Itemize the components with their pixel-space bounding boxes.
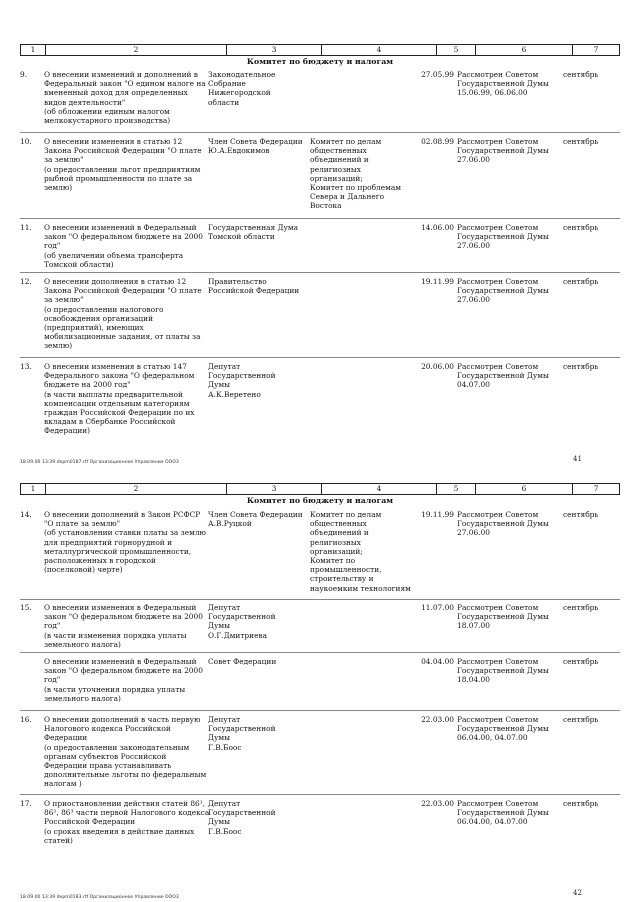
planned-month: сентябрь: [563, 362, 599, 371]
row-divider: [20, 357, 620, 358]
status-result: Рассмотрен Советом Государственной Думы 04.07.00: [457, 362, 549, 390]
row-number: 15.: [20, 603, 32, 612]
row-number: 17.: [20, 799, 32, 808]
col-header-4: 4: [321, 45, 436, 55]
col-header-7: 7: [572, 484, 619, 494]
col-header-2: 2: [45, 45, 226, 55]
co-committee: Комитет по делам общественных объединений и религиозных организаций; Комитет по промышленности, строительству и наукоемким технологиям: [310, 510, 411, 593]
col-header-3: 3: [226, 484, 321, 494]
planned-month: сентябрь: [563, 137, 599, 146]
status-result: Рассмотрен Советом Государственной Думы 27.06.00: [457, 510, 549, 538]
planned-month: сентябрь: [563, 799, 599, 808]
initiator: Депутат Государственной Думы Г.В.Боос: [208, 715, 276, 752]
status-result: Рассмотрен Советом Государственной Думы 06.04.00, 04.07.00: [457, 799, 549, 827]
status-result: Рассмотрен Советом Государственной Думы 15.06.99, 06.06.00: [457, 70, 549, 98]
status-result: Рассмотрен Советом Государственной Думы 27.06.00: [457, 223, 549, 251]
bill-description: О внесении дополнения в статью 12 Закона Российской Федерации "О плате за землю" (о предоставлении налогового освобождения организаций (предприятий), имеющих мобилизационные задания, от платы за землю): [44, 277, 202, 351]
section-title: Комитет по бюджету и налогам: [246, 496, 394, 505]
bill-description: О внесении изменения в Федеральный закон "О федеральном бюджете на 2000 год" (в части изменения порядка уплаты земельного налога): [44, 603, 203, 649]
page-footer: 18.09.00 13:39 depm0187.rtf Организационное Управление ООО3: [20, 460, 179, 465]
initiator: Правительство Российской Федерации: [208, 277, 300, 296]
bill-description: О внесении изменений и дополнений в Федеральный закон "О едином налоге на вмененный доход для определенных видов деятельности" (об обложении единым налогом мелкокустарного производства): [44, 70, 206, 126]
submission-date: 27.05.99: [421, 70, 454, 79]
row-number: 11.: [20, 223, 32, 232]
bill-description: О внесении изменений в Федеральный закон "О федеральном бюджете на 2000 год" (об увеличении объема трансферта Томской области): [44, 223, 203, 269]
bill-description: О внесении изменений в Федеральный закон "О федеральном бюджете на 2000 год" (в части уточнения порядка уплаты земельного налога): [44, 657, 203, 703]
submission-date: 22.03.00: [421, 799, 454, 808]
col-header-1: 1: [30, 484, 36, 493]
row-divider: [20, 218, 620, 219]
planned-month: сентябрь: [563, 70, 599, 79]
col-header-2: 2: [45, 484, 226, 494]
page-footer: 18.09.00 13:39 depm0183.rtf Организационное Управление ООО3: [20, 895, 179, 900]
page-number: 41: [573, 455, 582, 463]
initiator: Депутат Государственной Думы Г.В.Боос: [208, 799, 276, 836]
submission-date: 11.07.00: [421, 603, 454, 612]
col-header-3: 3: [226, 45, 321, 55]
status-result: Рассмотрен Советом Государственной Думы 18.07.00: [457, 603, 549, 631]
row-number: 13.: [20, 362, 32, 371]
initiator: Депутат Государственной Думы О.Г.Дмитриева: [208, 603, 276, 640]
bill-description: О внесении изменения в статью 147 Федерального закона "О федеральном бюджете на 2000 год" (в части выплаты предварительной компенсации отдельным категориям граждан Российской Федерации по их вкладам в Сбербанке Российской Федерации): [44, 362, 195, 436]
page-number: 42: [573, 889, 582, 897]
table-header: [20, 483, 620, 495]
row-divider: [20, 272, 620, 273]
bill-description: О приостановлении действия статей 86¹, 86², 86³ части первой Налогового кодекса Российской Федерации (о сроках введения в действие данных статей): [44, 799, 210, 845]
status-result: Рассмотрен Советом Государственной Думы 06.04.00, 04.07.00: [457, 715, 549, 743]
col-header-1: 1: [30, 45, 36, 54]
row-number: 10.: [20, 137, 32, 146]
initiator: Совет Федерации: [208, 657, 277, 666]
row-number: 12.: [20, 277, 32, 286]
table-header: [20, 44, 620, 56]
col-header-7: 7: [572, 45, 619, 55]
planned-month: сентябрь: [563, 715, 599, 724]
bill-description: О внесении дополнений в Закон РСФСР "О плате за землю" (об установлении ставки платы за землю для предприятий горнорудной и металлургической промышленности, расположенных в городской (поселковой) черте): [44, 510, 206, 575]
submission-date: 02.08.99: [421, 137, 454, 146]
initiator: Государственная Дума Томской области: [208, 223, 299, 242]
status-result: Рассмотрен Советом Государственной Думы 27.06.00: [457, 137, 549, 165]
row-divider: [20, 599, 620, 600]
submission-date: 14.06.00: [421, 223, 454, 232]
planned-month: сентябрь: [563, 277, 599, 286]
status-result: Рассмотрен Советом Государственной Думы 18.04.00: [457, 657, 549, 685]
planned-month: сентябрь: [563, 657, 599, 666]
col-header-4: 4: [321, 484, 436, 494]
row-divider: [20, 132, 620, 133]
col-header-5: 5: [436, 484, 475, 494]
row-divider: [20, 652, 620, 653]
planned-month: сентябрь: [563, 223, 599, 232]
planned-month: сентябрь: [563, 603, 599, 612]
col-header-5: 5: [436, 45, 475, 55]
row-number: 9.: [20, 70, 28, 79]
planned-month: сентябрь: [563, 510, 599, 519]
col-header-6: 6: [475, 484, 572, 494]
section-title: Комитет по бюджету и налогам: [246, 57, 394, 66]
initiator: Член Совета Федерации Ю.А.Евдокимов: [208, 137, 303, 156]
submission-date: 19.11.99: [421, 277, 454, 286]
bill-description: О внесении изменения в статью 12 Закона Российской Федерации "О плате за землю" (о предоставлении льгот предприятиям рыбной промышленности по плате за землю): [44, 137, 202, 193]
submission-date: 20.06.00: [421, 362, 454, 371]
co-committee: Комитет по делам общественных объединений и религиозных организаций; Комитет по проблемам Севера и Дальнего Востока: [310, 137, 401, 211]
submission-date: 22.03.00: [421, 715, 454, 724]
row-number: 16.: [20, 715, 32, 724]
col-header-6: 6: [475, 45, 572, 55]
initiator: Законодательное Собрание Нижегородской области: [208, 70, 276, 107]
status-result: Рассмотрен Советом Государственной Думы 27.06.00: [457, 277, 549, 305]
row-divider: [20, 794, 620, 795]
submission-date: 19.11.99: [421, 510, 454, 519]
initiator: Член Совета Федерации А.В.Руцкой: [208, 510, 303, 529]
row-divider: [20, 710, 620, 711]
row-number: 14.: [20, 510, 32, 519]
initiator: Депутат Государственной Думы А.К.Веретено: [208, 362, 276, 399]
submission-date: 04.04.00: [421, 657, 454, 666]
bill-description: О внесении дополнений в часть первую Налогового кодекса Российской Федерации (о предоставлении законодательным органам субъектов Российской Федерации права устанавливать дополнительные льготы по федеральным налогам ): [44, 715, 207, 789]
